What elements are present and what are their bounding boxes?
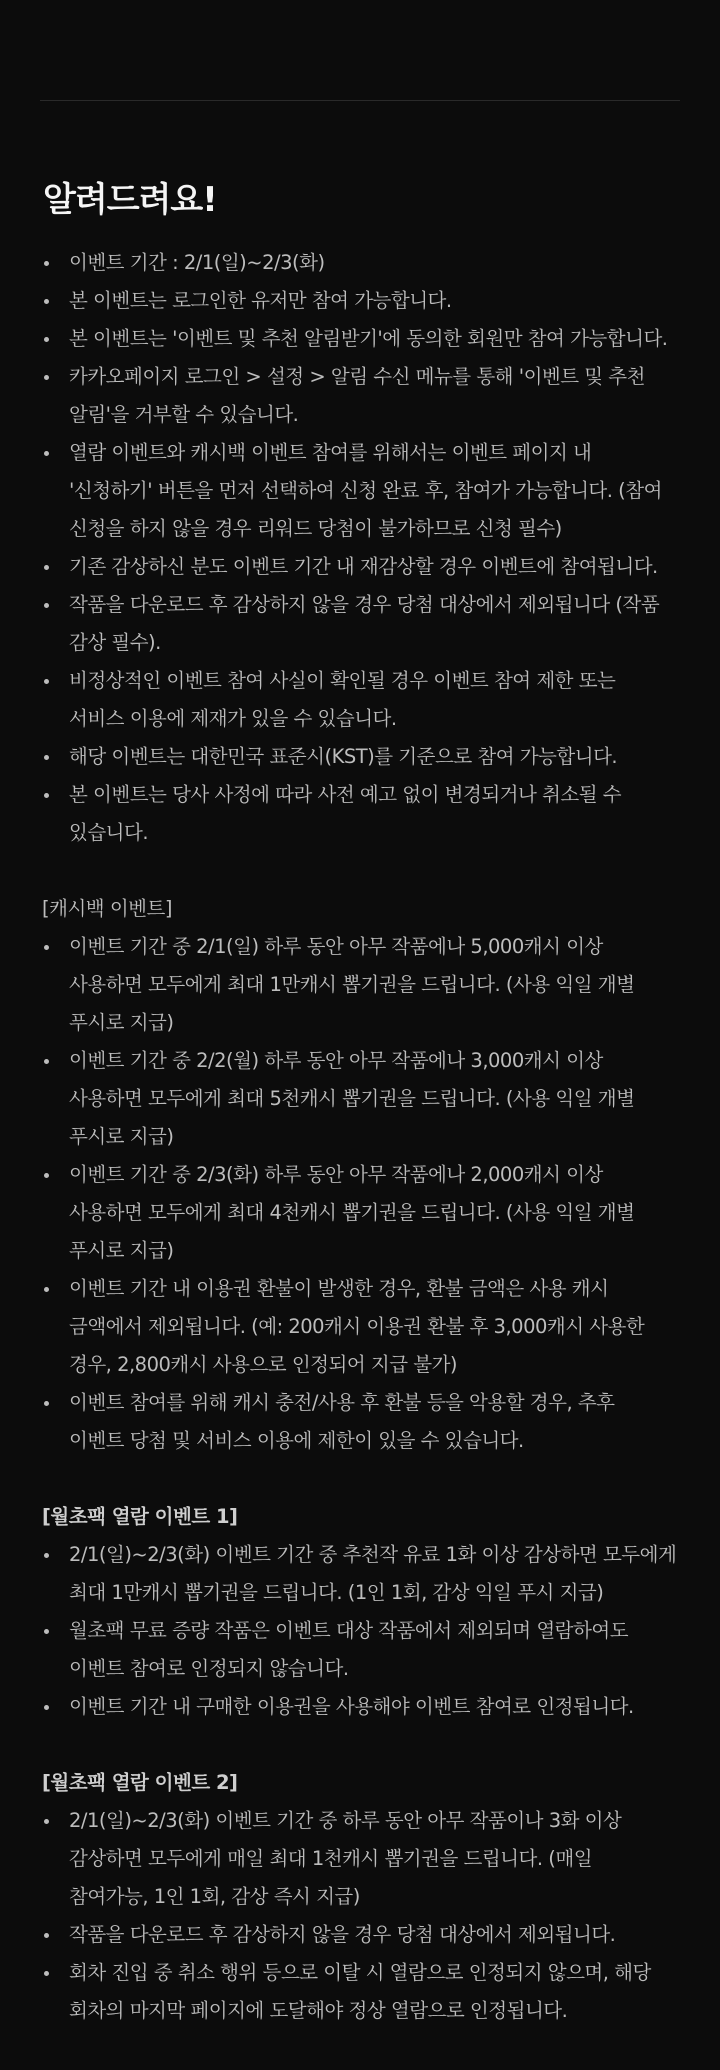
- event1-notice-list: [42, 1536, 682, 1726]
- cashback-section-heading: [캐시백 이벤트]: [42, 897, 172, 920]
- notice-item-line: 푸시로 지급): [69, 1125, 174, 1148]
- notice-item-line: 이벤트 기간 중 2/1(일) 하루 동안 아무 작품에나 5,000캐시 이상: [69, 935, 603, 958]
- notice-list-item: [42, 434, 682, 548]
- event2-section-heading: [월초팩 열람 이벤트 2]: [42, 1771, 238, 1794]
- notice-list-item: [42, 1916, 682, 1954]
- notice-item-line: '신청하기' 버튼을 먼저 선택하여 신청 완료 후, 참여가 가능합니다. (참여: [69, 479, 662, 502]
- notice-item-line: 신청을 하지 않을 경우 리워드 당첨이 불가하므로 신청 필수): [69, 517, 562, 540]
- notice-list-item: [42, 1802, 682, 1916]
- notice-item-line: 이벤트 당첨 및 서비스 이용에 제한이 있을 수 있습니다.: [69, 1429, 524, 1452]
- notice-item-line: 최대 1만캐시 뽑기권을 드립니다. (1인 1회, 감상 익일 푸시 지급): [69, 1581, 604, 1604]
- notice-item-line: 이벤트 참여로 인정되지 않습니다.: [69, 1657, 349, 1680]
- notice-list-item: [42, 358, 682, 434]
- notice-item-line: 2/1(일)~2/3(화) 이벤트 기간 중 추천작 유료 1화 이상 감상하면 모두에게: [69, 1543, 677, 1566]
- notice-item-line: 감상하면 모두에게 매일 최대 1천캐시 뽑기권을 드립니다. (매일: [69, 1847, 593, 1870]
- notice-list-item: [42, 1536, 682, 1612]
- notice-item-line: 경우, 2,800캐시 사용으로 인정되어 지급 불가): [69, 1353, 458, 1376]
- notice-item-line: 서비스 이용에 제재가 있을 수 있습니다.: [69, 707, 397, 730]
- notice-item-line: 있습니다.: [69, 821, 149, 844]
- notice-item-line: 사용하면 모두에게 최대 1만캐시 뽑기권을 드립니다. (사용 익일 개별: [69, 973, 635, 996]
- notice-item-line: 이벤트 기간 내 이용권 환불이 발생한 경우, 환불 금액은 사용 캐시: [69, 1277, 609, 1300]
- notice-item-line: 금액에서 제외됩니다. (예: 200캐시 이용권 환불 후 3,000캐시 사용한: [69, 1315, 645, 1338]
- notice-list-item: [42, 548, 682, 586]
- notice-item-line: 카카오페이지 로그인 > 설정 > 알림 수신 메뉴를 통해 '이벤트 및 추천: [69, 365, 645, 388]
- notice-item-line: 본 이벤트는 '이벤트 및 추천 알림받기'에 동의한 회원만 참여 가능합니다.: [69, 327, 668, 350]
- notice-item-line: 이벤트 참여를 위해 캐시 충전/사용 후 환불 등을 악용할 경우, 추후: [69, 1391, 615, 1414]
- notice-list-item: [42, 1954, 682, 2030]
- notice-item-line: 회차 진입 중 취소 행위 등으로 이탈 시 열람으로 인정되지 않으며, 해당: [69, 1961, 651, 1984]
- notice-item-line: 열람 이벤트와 캐시백 이벤트 참여를 위해서는 이벤트 페이지 내: [69, 441, 592, 464]
- notice-item-line: 회차의 마지막 페이지에 도달해야 정상 열람으로 인정됩니다.: [69, 1999, 568, 2022]
- notice-list-item: [42, 1612, 682, 1688]
- notice-item-line: 사용하면 모두에게 최대 5천캐시 뽑기권을 드립니다. (사용 익일 개별: [69, 1087, 635, 1110]
- notice-list-item: [42, 1270, 682, 1384]
- notice-item-line: 비정상적인 이벤트 참여 사실이 확인될 경우 이벤트 참여 제한 또는: [69, 669, 616, 692]
- notice-list-item: [42, 1042, 682, 1156]
- notice-item-line: 이벤트 기간 : 2/1(일)~2/3(화): [69, 251, 325, 274]
- notice-item-line: 알림'을 거부할 수 있습니다.: [69, 403, 299, 426]
- notice-item-line: 사용하면 모두에게 최대 4천캐시 뽑기권을 드립니다. (사용 익일 개별: [69, 1201, 635, 1224]
- notice-item-line: 이벤트 기간 중 2/2(월) 하루 동안 아무 작품에나 3,000캐시 이상: [69, 1049, 603, 1072]
- notice-item-line: 기존 감상하신 분도 이벤트 기간 내 재감상할 경우 이벤트에 참여됩니다.: [69, 555, 658, 578]
- notice-item-line: 월초팩 무료 증량 작품은 이벤트 대상 작품에서 제외되며 열람하여도: [69, 1619, 629, 1642]
- notice-item-line: 작품을 다운로드 후 감상하지 않을 경우 당첨 대상에서 제외됩니다 (작품: [69, 593, 660, 616]
- cashback-notice-list: [42, 928, 682, 1460]
- notice-item-line: 해당 이벤트는 대한민국 표준시(KST)를 기준으로 참여 가능합니다.: [69, 745, 618, 768]
- notice-item-line: 감상 필수).: [69, 631, 161, 654]
- notice-list-item: [42, 1384, 682, 1460]
- notice-item-line: 푸시로 지급): [69, 1011, 174, 1034]
- notice-list-item: [42, 282, 682, 320]
- notice-list-item: [42, 586, 682, 662]
- notice-item-line: 이벤트 기간 내 구매한 이용권을 사용해야 이벤트 참여로 인정됩니다.: [69, 1695, 634, 1718]
- notice-item-line: 이벤트 기간 중 2/3(화) 하루 동안 아무 작품에나 2,000캐시 이상: [69, 1163, 603, 1186]
- notice-item-line: 참여가능, 1인 1회, 감상 즉시 지급): [69, 1885, 360, 1908]
- notice-content: [42, 244, 682, 2030]
- notice-title: 알려드려요!: [43, 180, 217, 220]
- general-notice-list: [42, 244, 682, 852]
- event1-section-heading: [월초팩 열람 이벤트 1]: [42, 1505, 238, 1528]
- top-divider: [40, 100, 680, 101]
- notice-item-line: 2/1(일)~2/3(화) 이벤트 기간 중 하루 동안 아무 작품이나 3화 이상: [69, 1809, 622, 1832]
- notice-list-item: [42, 1156, 682, 1270]
- event2-notice-list: [42, 1802, 682, 2030]
- notice-list-item: [42, 928, 682, 1042]
- notice-list-item: [42, 738, 682, 776]
- notice-item-line: 작품을 다운로드 후 감상하지 않을 경우 당첨 대상에서 제외됩니다.: [69, 1923, 616, 1946]
- notice-list-item: [42, 662, 682, 738]
- notice-list-item: [42, 1688, 682, 1726]
- notice-item-line: 본 이벤트는 당사 사정에 따라 사전 예고 없이 변경되거나 취소될 수: [69, 783, 622, 806]
- notice-item-line: 본 이벤트는 로그인한 유저만 참여 가능합니다.: [69, 289, 452, 312]
- notice-list-item: [42, 244, 682, 282]
- notice-item-line: 푸시로 지급): [69, 1239, 174, 1262]
- notice-list-item: [42, 320, 682, 358]
- notice-list-item: [42, 776, 682, 852]
